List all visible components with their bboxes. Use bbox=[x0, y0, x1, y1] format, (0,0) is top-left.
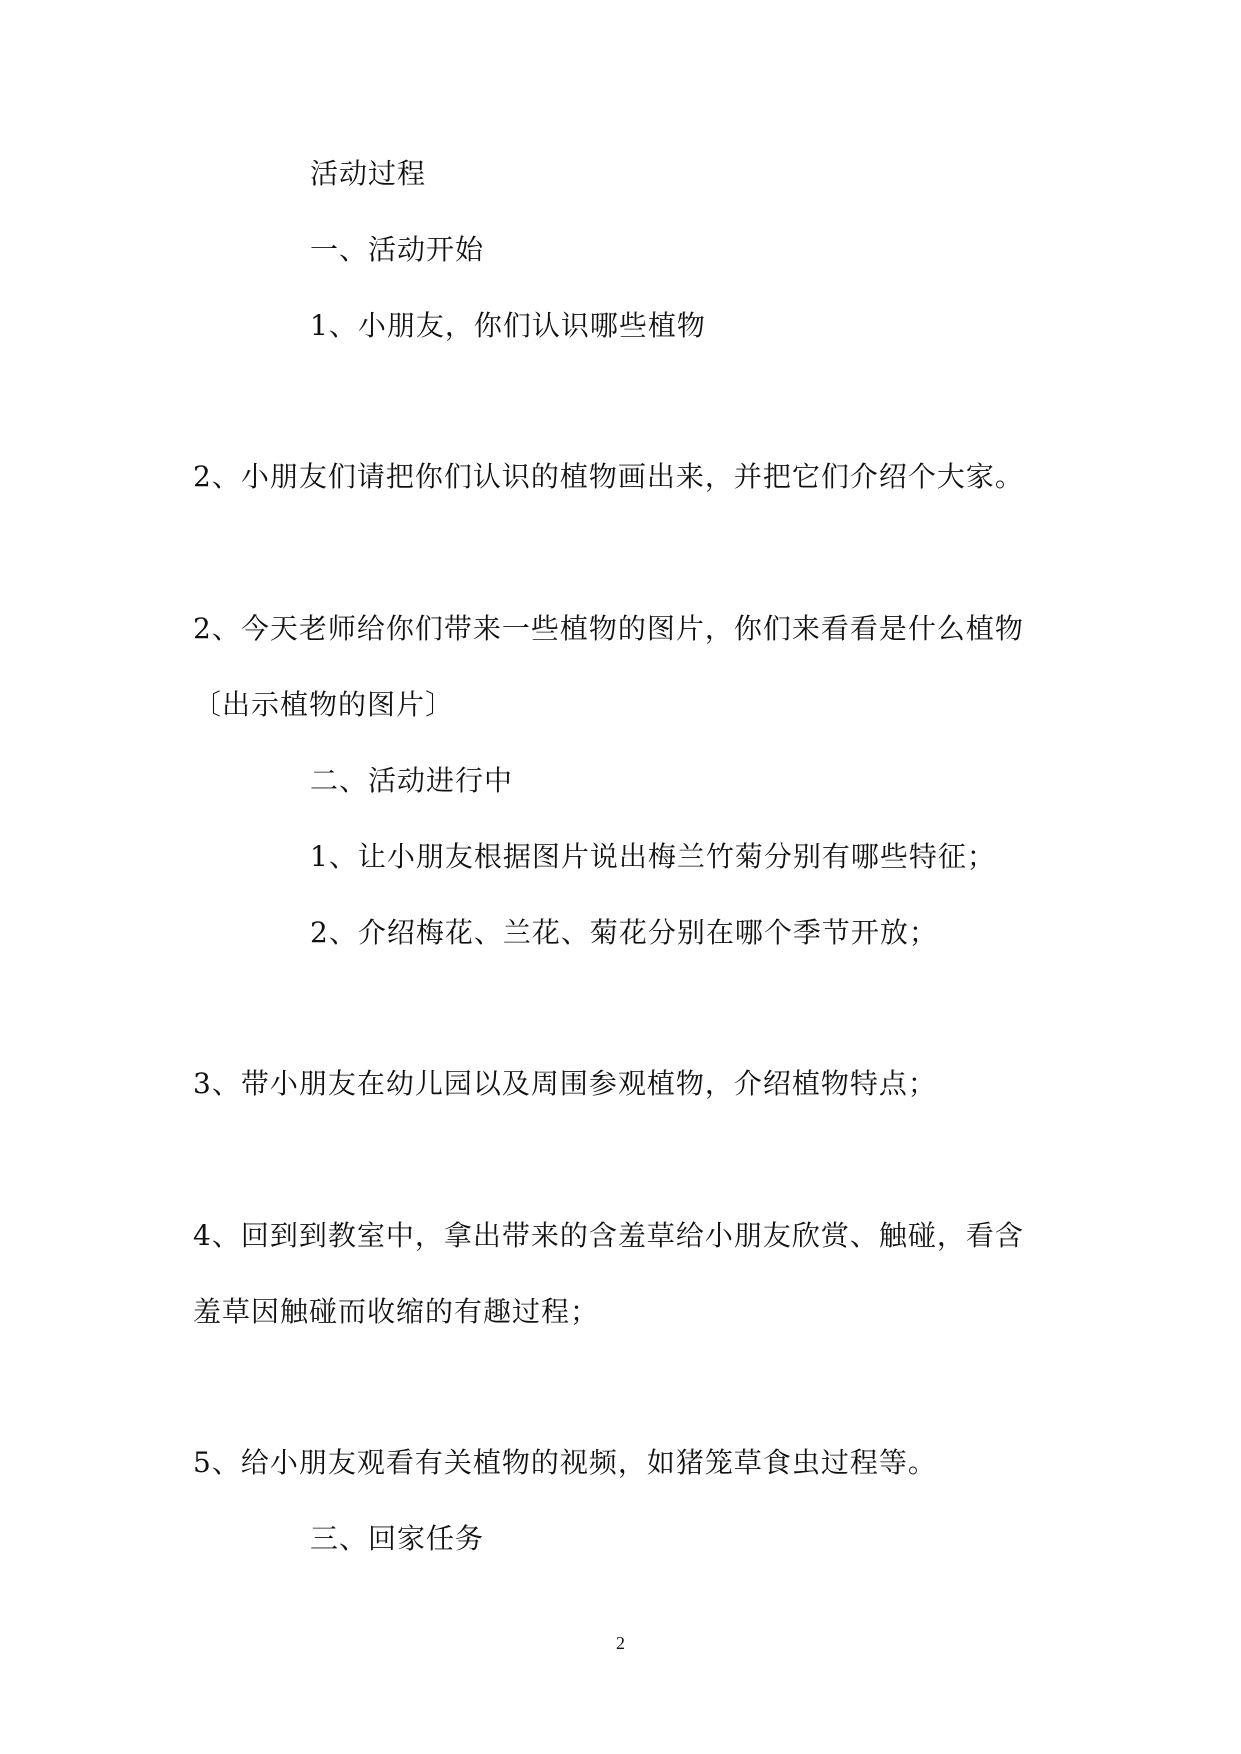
paragraph-step-2: 2、介绍梅花、兰花、菊花分别在哪个季节开放； bbox=[310, 916, 938, 949]
page-number: 2 bbox=[616, 1633, 625, 1653]
paragraph-item-2b-continued: 〔出示植物的图片〕 bbox=[193, 688, 455, 721]
section-heading-activity-in-progress: 二、活动进行中 bbox=[310, 764, 514, 797]
paragraph-step-3: 3、带小朋友在幼儿园以及周围参观植物，介绍植物特点； bbox=[193, 1067, 937, 1100]
paragraph-step-4: 4、回到到教室中，拿出带来的含羞草给小朋友欣赏、触碰，看含 bbox=[193, 1219, 1024, 1252]
section-heading-activity-start: 一、活动开始 bbox=[310, 233, 485, 266]
section-heading-activity-process: 活动过程 bbox=[310, 157, 427, 190]
paragraph-item-2a: 2、小朋友们请把你们认识的植物画出来，并把它们介绍个大家。 bbox=[193, 460, 1024, 493]
paragraph-step-5: 5、给小朋友观看有关植物的视频，如猪笼草食虫过程等。 bbox=[193, 1446, 937, 1479]
paragraph-item-2b: 2、今天老师给你们带来一些植物的图片，你们来看看是什么植物 bbox=[193, 612, 1024, 645]
paragraph-item-1: 1、小朋友，你们认识哪些植物 bbox=[310, 309, 706, 342]
section-heading-home-task: 三、回家任务 bbox=[310, 1522, 485, 1555]
paragraph-step-1: 1、让小朋友根据图片说出梅兰竹菊分别有哪些特征； bbox=[310, 840, 996, 873]
paragraph-step-4-continued: 羞草因触碰而收缩的有趣过程； bbox=[193, 1295, 600, 1328]
